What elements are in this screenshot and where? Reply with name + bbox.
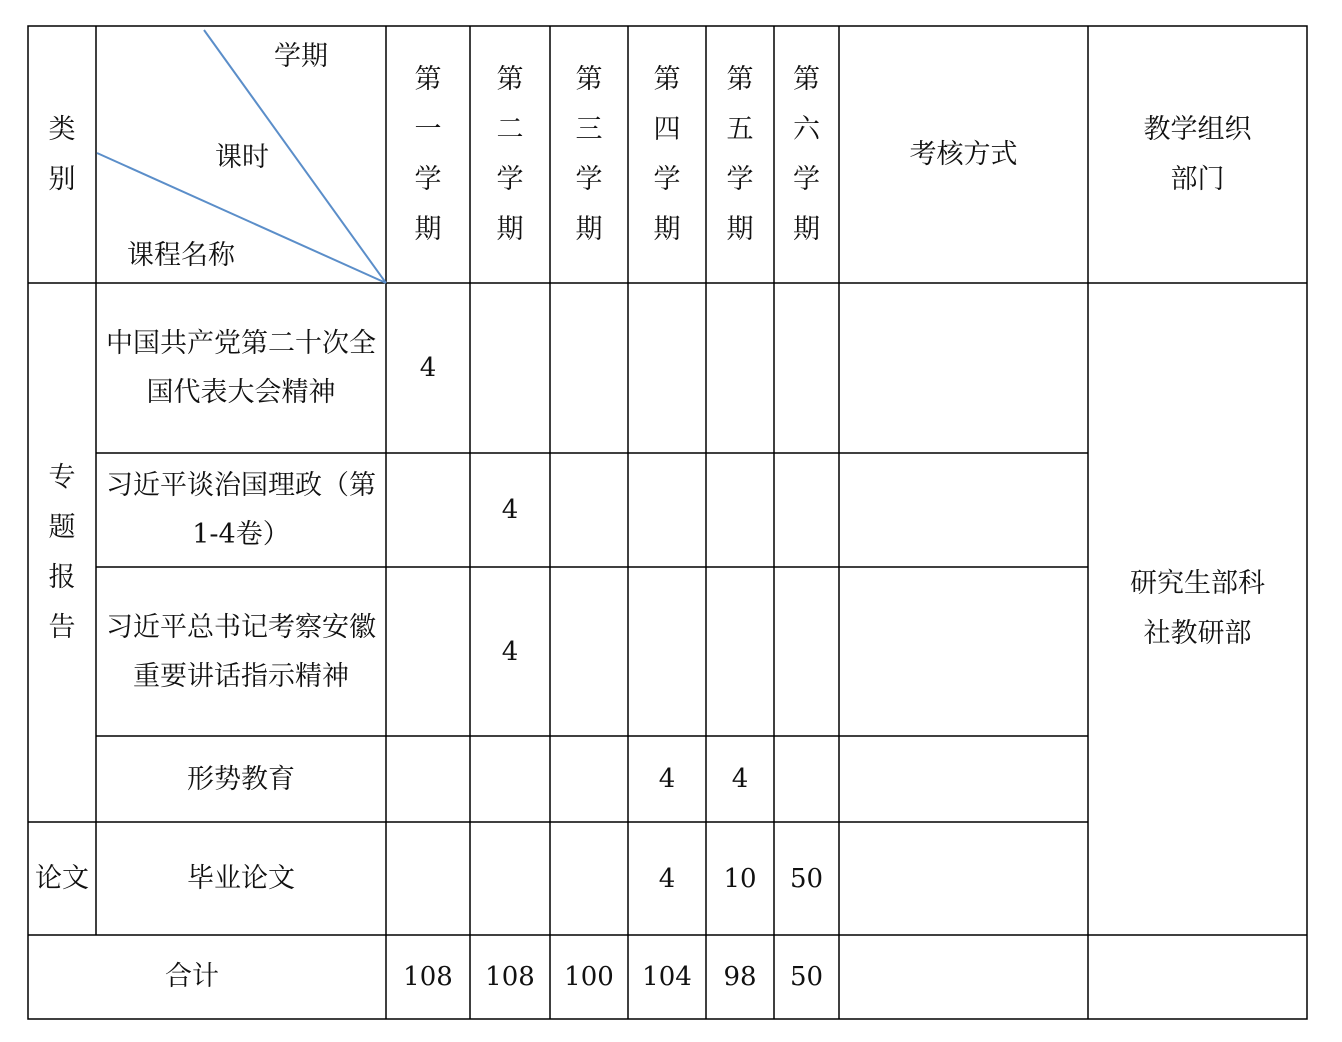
hours-cell	[628, 453, 706, 567]
header-diag-hours: 课时	[215, 142, 269, 173]
hours-cell	[386, 567, 470, 736]
total-value: 104	[642, 962, 692, 992]
total-value: 100	[564, 962, 614, 992]
total-dept	[1088, 935, 1307, 1019]
assessment-cell	[839, 567, 1088, 736]
hours-cell	[628, 567, 706, 736]
total-value: 98	[723, 962, 757, 992]
hours-cell	[550, 822, 628, 935]
course-name: 中国共产党第二十次全国代表大会精神	[106, 328, 376, 408]
hours-cell	[706, 567, 774, 736]
header-semester-6: 第六学期	[793, 63, 820, 245]
header-diag-semester: 学期	[274, 41, 328, 72]
course-name: 习近平总书记考察安徽重要讲话指示精神	[106, 611, 376, 692]
hours-cell	[470, 822, 550, 935]
hours-cell	[386, 822, 470, 935]
header-category-text: 类别	[48, 113, 76, 195]
hours-cell: 4	[419, 353, 437, 383]
hours-cell	[550, 736, 628, 822]
header-semester-4: 第四学期	[653, 63, 681, 245]
course-name: 形势教育	[187, 763, 295, 795]
total-value: 108	[403, 962, 453, 992]
hours-cell	[550, 567, 628, 736]
hours-cell: 4	[501, 636, 519, 667]
hours-cell: 4	[658, 764, 676, 794]
hours-cell	[774, 567, 839, 736]
dept-cell: 研究生部科社教研部	[1130, 568, 1265, 649]
assessment-cell	[839, 453, 1088, 567]
hours-cell	[706, 453, 774, 567]
course-name: 毕业论文	[187, 863, 295, 894]
hours-cell	[386, 736, 470, 822]
header-semester-2: 第二学期	[496, 63, 524, 245]
header-category	[28, 26, 96, 283]
hours-cell	[470, 283, 550, 453]
hours-cell: 4	[731, 764, 749, 794]
hours-cell: 10	[723, 863, 757, 894]
total-assessment	[839, 935, 1088, 1019]
hours-cell: 4	[501, 495, 519, 525]
hours-cell	[774, 736, 839, 822]
hours-cell	[470, 736, 550, 822]
header-diag-course-name: 课程名称	[127, 240, 235, 271]
hours-cell	[550, 283, 628, 453]
total-value: 108	[485, 962, 535, 992]
group-thesis: 论文	[35, 862, 89, 894]
hours-cell: 50	[789, 863, 824, 894]
header-semester-3: 第三学期	[575, 63, 603, 245]
assessment-cell	[839, 283, 1088, 453]
hours-cell	[628, 283, 706, 453]
header-semester-1: 第一学期	[414, 63, 442, 245]
hours-cell	[550, 453, 628, 567]
total-value: 50	[789, 962, 824, 992]
header-semester-5: 第五学期	[726, 63, 754, 245]
hours-cell	[774, 453, 839, 567]
assessment-cell	[839, 736, 1088, 822]
assessment-cell	[839, 822, 1088, 935]
total-label: 合计	[165, 961, 219, 992]
hours-cell: 4	[658, 863, 676, 894]
hours-cell	[706, 283, 774, 453]
header-assessment: 考核方式	[909, 138, 1018, 170]
header-dept: 教学组织部门	[1143, 113, 1252, 195]
group-special-report: 专题报告	[48, 461, 76, 643]
hours-cell	[774, 283, 839, 453]
hours-cell	[386, 453, 470, 567]
course-name: 习近平谈治国理政（第1-4卷）	[106, 470, 376, 550]
